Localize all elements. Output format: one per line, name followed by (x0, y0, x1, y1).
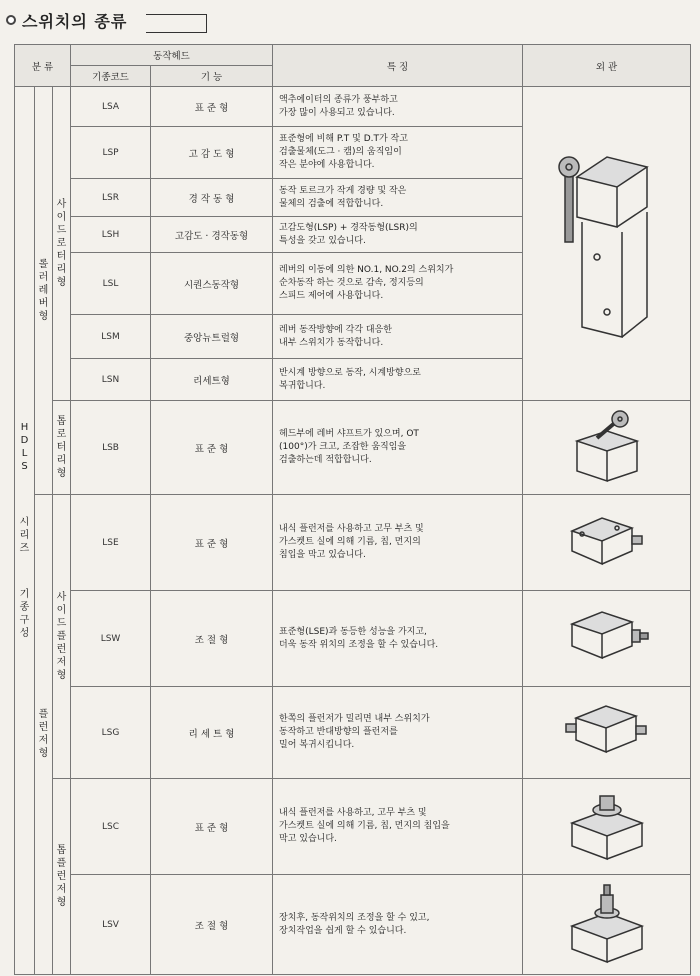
side-roller-switch-icon (547, 137, 667, 347)
feature-text: 표준형(LSE)과 동등한 성능을 가지고, 더욱 동작 위치의 조정을 할 수 있습니다. (273, 591, 523, 687)
feature-text: 헤드부에 레버 샤프트가 있으며, OT (100°)가 크고, 조잡한 움직임을 검출하는데 적합합니다. (273, 401, 523, 495)
model-code: LSN (71, 359, 151, 401)
function-label: 경 작 동 형 (151, 179, 273, 217)
feature-text: 한쪽의 플런저가 밀리면 내부 스위치가 동작하고 반대방향의 플런저를 밀어 복귀시킵니다. (273, 687, 523, 779)
plunger-label: 플 런 저 형 (38, 709, 49, 759)
feature-text: 내식 플런저를 사용하고 고무 부츠 및 가스켓트 실에 의해 기름, 칩, 먼지의 침입을 막고 있습니다. (273, 495, 523, 591)
model-code: LSR (71, 179, 151, 217)
plunger-image-lse (523, 495, 691, 591)
top-plunger-column (53, 779, 71, 975)
series-sub-label: 시 리 즈 (19, 516, 30, 554)
top-roller-switch-icon (562, 406, 652, 486)
page-title: 스위치의 종류 (22, 11, 128, 31)
plunger-image-lsv (523, 875, 691, 975)
feature-text: 내식 플런저를 사용하고, 고무 부츠 및 가스켓트 실에 의해 기름, 칩, 먼지의 침입을 막고 있습니다. (273, 779, 523, 875)
top-plunger-label: 톱 플 런 저 형 (56, 844, 67, 908)
side-plunger-label: 사 이 드 플 런 저 형 (56, 591, 67, 681)
function-label: 표 준 형 (151, 495, 273, 591)
model-code: LSL (71, 253, 151, 315)
header-category: 분 류 (15, 45, 71, 87)
model-code: LSV (71, 875, 151, 975)
adjustable-plunger-switch-icon (562, 602, 652, 672)
bullet-icon (6, 15, 16, 25)
model-code: LSB (71, 401, 151, 495)
function-label: 표 준 형 (151, 401, 273, 495)
header-feature: 특 징 (273, 45, 523, 87)
feature-text: 표준형에 비해 P.T 및 D.T가 작고 검출물체(도그 · 캠)의 움직임이 작은 분야에 사용합니다. (273, 127, 523, 179)
model-code: LSP (71, 127, 151, 179)
feature-text: 액추에이터의 종류가 풍부하고 가장 많이 사용되고 있습니다. (273, 87, 523, 127)
side-plunger-column (53, 495, 71, 779)
plunger-image-lsg (523, 687, 691, 779)
function-label: 고감도 · 경작동형 (151, 217, 273, 253)
function-label: 표 준 형 (151, 779, 273, 875)
feature-text: 동작 토르크가 작게 경량 및 작은 물체의 검출에 적합합니다. (273, 179, 523, 217)
feature-text: 고감도형(LSP) + 경작동형(LSR)의 특성을 갖고 있습니다. (273, 217, 523, 253)
function-label: 조 절 형 (151, 591, 273, 687)
title-decoration (146, 14, 207, 33)
model-code: LSE (71, 495, 151, 591)
header-function: 기 능 (151, 66, 273, 87)
feature-text: 레버의 이동에 의한 NO.1, NO.2의 스위치가 순차동작 하는 것으로 감속, 정지등의 스피드 제어에 사용합니다. (273, 253, 523, 315)
feature-text: 반시계 방향으로 동작, 시계방향으로 복귀합니다. (273, 359, 523, 401)
feature-text: 레버 동작방향에 각각 대응한 내부 스위치가 동작합니다. (273, 315, 523, 359)
function-label: 리세트형 (151, 359, 273, 401)
top-plunger-switch-icon (562, 788, 652, 863)
model-code: LSG (71, 687, 151, 779)
plunger-image-lsc (523, 779, 691, 875)
roller-lever-column (35, 87, 53, 495)
roller-lever-label: 롤 러 레 버 형 (38, 258, 49, 322)
top-roller-image (523, 401, 691, 495)
header-head-group: 동작헤드 (71, 45, 273, 66)
model-code: LSW (71, 591, 151, 687)
function-label: 표 준 형 (151, 87, 273, 127)
side-roller-image (523, 87, 691, 401)
title-block (6, 8, 127, 32)
function-label: 시퀀스동작형 (151, 253, 273, 315)
series-column (15, 87, 35, 975)
function-label: 고 감 도 형 (151, 127, 273, 179)
reset-plunger-switch-icon (562, 696, 652, 766)
function-label: 리 세 트 형 (151, 687, 273, 779)
side-roller-label: 사 이 드 로 터 리 형 (56, 198, 67, 288)
composition-label: 기 종 구 성 (19, 588, 30, 639)
adjustable-top-plunger-switch-icon (562, 881, 652, 966)
top-roller-label: 톱 로 터 리 형 (56, 415, 67, 479)
feature-text: 장치후, 동작위치의 조정을 할 수 있고, 장치작업을 쉽게 할 수 있습니다. (273, 875, 523, 975)
header-appearance: 외 관 (523, 45, 691, 87)
plunger-image-lsw (523, 591, 691, 687)
series-label: H D L S (20, 421, 29, 472)
function-label: 중앙뉴트럴형 (151, 315, 273, 359)
model-code: LSH (71, 217, 151, 253)
function-label: 조 절 형 (151, 875, 273, 975)
top-roller-column (53, 401, 71, 495)
side-roller-column (53, 87, 71, 401)
side-plunger-switch-icon (562, 506, 652, 576)
switch-types-table (14, 44, 691, 975)
model-code: LSM (71, 315, 151, 359)
model-code: LSC (71, 779, 151, 875)
header-model-code: 기종코드 (71, 66, 151, 87)
plunger-column (35, 495, 53, 975)
model-code: LSA (71, 87, 151, 127)
